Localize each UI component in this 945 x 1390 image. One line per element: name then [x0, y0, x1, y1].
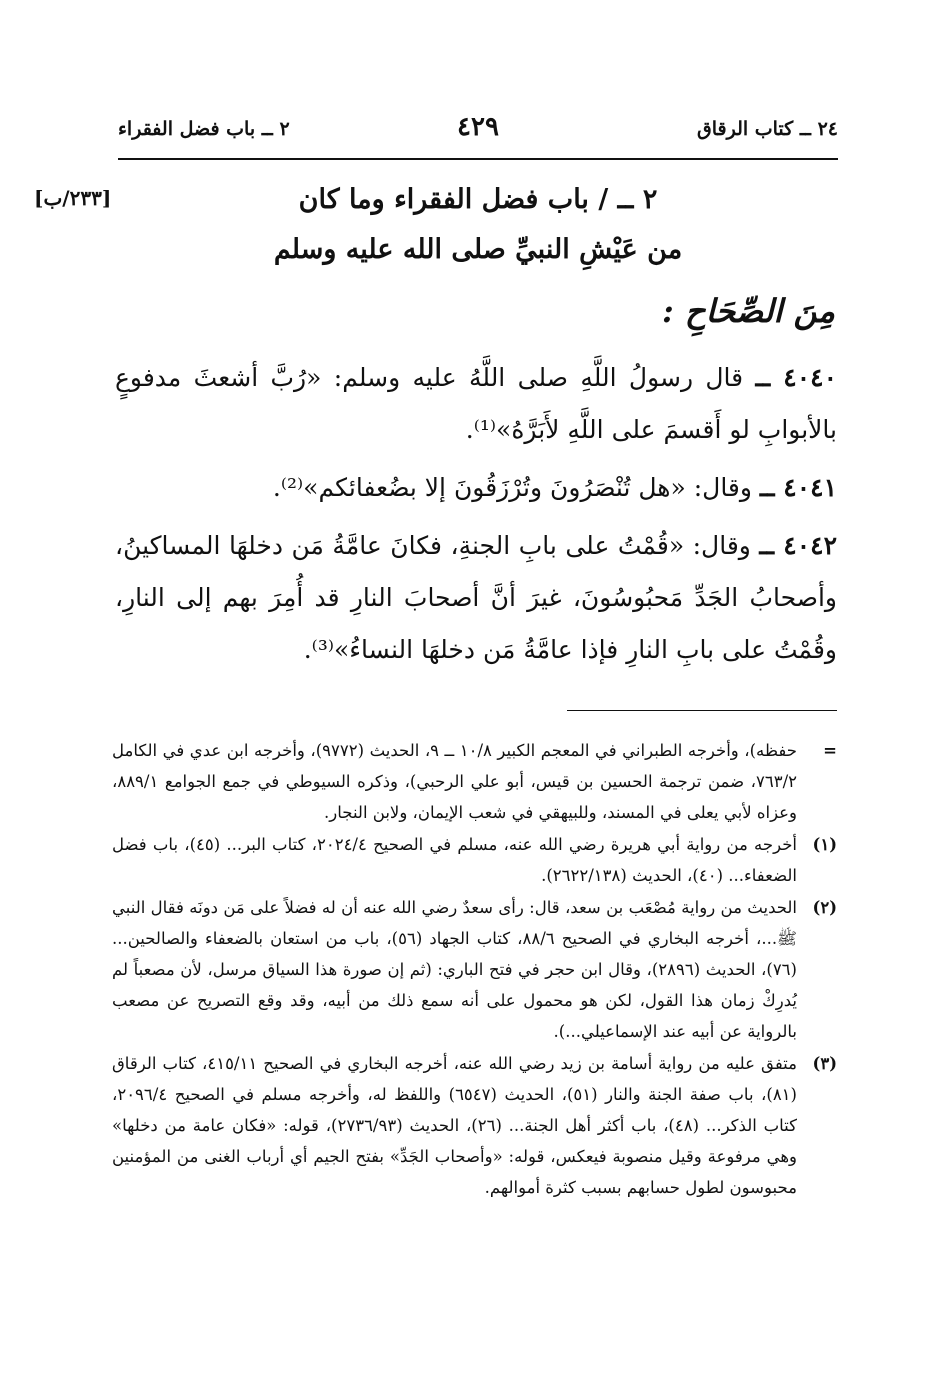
hadith-4040 [115, 352, 837, 456]
section-title: ٢ ــ باب فضل الفقراء [118, 118, 290, 140]
footnote-marker: (٢) [812, 898, 837, 917]
footnote-separator [567, 710, 837, 711]
chapter-heading-line-2: من عَيْشِ النبيِّ صلى الله عليه وسلم [273, 234, 683, 265]
footnotes [112, 735, 837, 1204]
hadith-number: ٤٠٤٢ ــ [759, 531, 838, 560]
footnote-text: متفق عليه من رواية أسامة بن زيد رضي الله عنه، أخرجه البخاري في الصحيح ٤١٥/١١، كتاب الرقاق (٨١)، باب صفة الجنة والنار (٥١)، الحديث (٦٥٤٧) واللفظ له، وأخرجه مسلم في الصحيح ٢٠٩٦/٤، كتاب الذكر... (٤٨)، باب أكثر أهل الجنة... (٢٦)، الحديث (٢٧٣٦/٩٣)، قوله: «فكان عامة من دخلها» وهي مرفوعة وقيل منصوبة فيعكس، قوله: «وأصحاب الجَدِّ» بفتح الجيم أي أرباب الغنى من المؤمنين محبوسون لطول حسابهم بسبب كثرة أموالهم. [112, 1054, 797, 1197]
hadith-4041 [115, 462, 837, 514]
chapter-title: ٢٤ ــ كتاب الرقاق [696, 118, 838, 140]
manuscript-folio-reference: [٢٣٣/ب] [34, 186, 112, 210]
running-header [118, 112, 838, 152]
footnote-continued [112, 735, 837, 828]
page-number: ٤٢٩ [457, 112, 499, 142]
footnote-marker: (٣) [812, 1054, 837, 1073]
hadith-text: قال رسولُ اللَّهِ صلى اللَّهُ عليه وسلم: «رُبَّ أشعثَ مدفوعٍ بالأبوابِ لو أَقسمَ على اللَّهِ لأَبَرَّهُ»⁽¹⁾. [115, 363, 837, 444]
footnote-marker: = [823, 741, 837, 760]
hadith-text: وقال: «قُمْتُ على بابِ الجنةِ، فكانَ عامَّةُ مَن دخلهَا المساكينُ، وأصحابُ الجَدِّ مَحبُوسُونَ، غيرَ أنَّ أصحابَ النارِ قد أُمِرَ بهم إلى النارِ، وقُمْتُ على بابِ النارِ فإذا عامَّةُ مَن دخلهَا النساءُ»⁽³⁾. [115, 531, 837, 664]
footnote-2 [112, 892, 837, 1047]
footnote-text: أخرجه من رواية أبي هريرة رضي الله عنه، مسلم في الصحيح ٢٠٢٤/٤، كتاب البر... (٤٥)، باب فضل الضعفاء... (٤٠)، الحديث (٢٦٢٢/١٣٨). [112, 835, 797, 885]
footnote-text: الحديث من رواية مُصْعَب بن سعد، قال: رأى سعدٌ رضي الله عنه أن له فضلاً على مَن دونَه فقال النبي ﷺ...، أخرجه البخاري في الصحيح ٨٨/٦، كتاب الجهاد (٥٦)، باب من استعان بالضعفاء والصالحين... (٧٦)، الحديث (٢٨٩٦)، وقال ابن حجر في فتح الباري: (ثم إن صورة هذا السياق مرسل، لأن مصعباً لم يُدرِكْ زمان هذا القول، لكن هو محمول على أنه سمع ذلك من أبيه، وقد وقع التصريح عن مصعب بالرواية عن أبيه عند الإسماعيلي...). [112, 898, 797, 1041]
footnote-3 [112, 1048, 837, 1203]
hadith-text: وقال: «هل تُنْصَرُونَ وتُرْزَقُونَ إلا بضُعفائكم»⁽²⁾. [272, 473, 752, 502]
hadith-4042 [115, 520, 837, 676]
source-label: مِنَ الصِّحَاحِ : [661, 292, 835, 330]
footnote-1 [112, 829, 837, 891]
hadith-number: ٤٠٤٠ ــ [755, 363, 837, 392]
footnote-marker: (١) [812, 835, 837, 854]
footnote-text: حفظه)، وأخرجه الطبراني في المعجم الكبير ١٠/٨ ــ ٩، الحديث (٩٧٧٢)، وأخرجه ابن عدي في الكامل ٧٦٣/٢، ضمن ترجمة الحسين بن قيس، أبو علي الرحبي)، وذكره السيوطي في جمع الجوامع ٨٨٩/١، وعزاه لأبي يعلى في المسند، وللبيهقي في شعب الإيمان، ولابن النجار. [112, 741, 797, 822]
chapter-heading-line-1: ٢ ــ / باب فضل الفقراء وما كان [298, 184, 658, 215]
header-rule [118, 158, 838, 160]
hadith-number: ٤٠٤١ ــ [759, 473, 837, 502]
